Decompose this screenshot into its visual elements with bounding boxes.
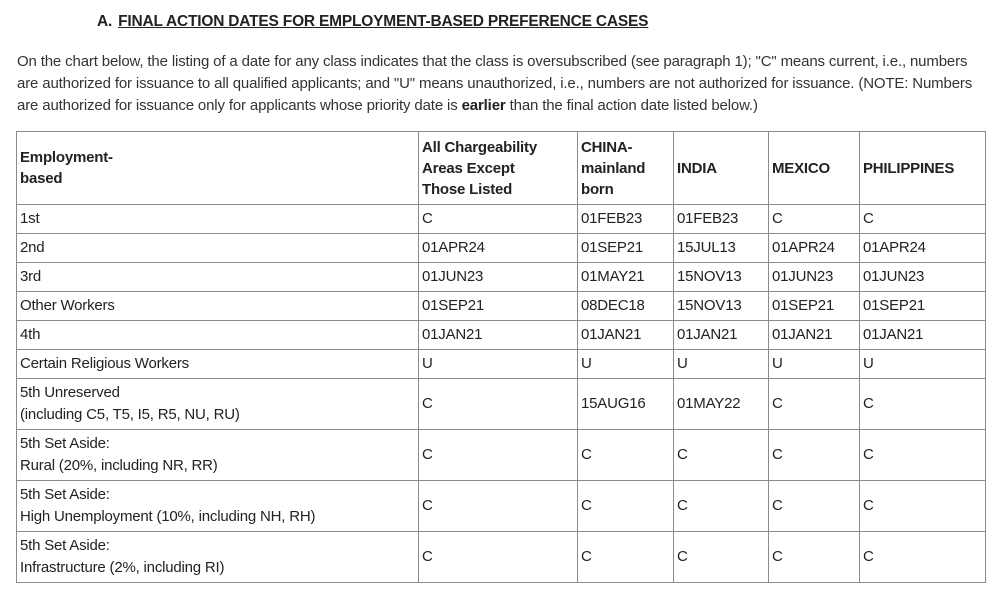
cell-india: 15JUL13	[674, 234, 769, 263]
row-label: 5th Unreserved (including C5, T5, I5, R5, NU, RU)	[17, 379, 419, 430]
cell-mexico: C	[769, 205, 860, 234]
cell-philippines: C	[860, 481, 986, 532]
cell-mexico: 01JUN23	[769, 263, 860, 292]
row-label: Other Workers	[17, 292, 419, 321]
cell-all-chargeability: C	[419, 481, 578, 532]
cell-india: 01JAN21	[674, 321, 769, 350]
table-row	[17, 292, 986, 321]
header-philippines: PHILIPPINES	[860, 132, 986, 205]
cell-philippines: C	[860, 205, 986, 234]
row-label: 5th Set Aside: High Unemployment (10%, including NH, RH)	[17, 481, 419, 532]
table-row	[17, 350, 986, 379]
cell-all-chargeability: C	[419, 532, 578, 583]
cell-india: C	[674, 481, 769, 532]
cell-india: 01FEB23	[674, 205, 769, 234]
cell-china: U	[578, 350, 674, 379]
section-heading	[97, 13, 648, 31]
section-letter: A.	[97, 13, 113, 30]
cell-india: 01MAY22	[674, 379, 769, 430]
cell-philippines: C	[860, 532, 986, 583]
cell-mexico: 01JAN21	[769, 321, 860, 350]
table-row	[17, 481, 986, 532]
cell-philippines: 01SEP21	[860, 292, 986, 321]
intro-paragraph	[17, 51, 992, 117]
cell-india: C	[674, 532, 769, 583]
cell-india: U	[674, 350, 769, 379]
cell-china: 15AUG16	[578, 379, 674, 430]
cell-all-chargeability: 01SEP21	[419, 292, 578, 321]
cell-mexico: C	[769, 532, 860, 583]
cell-china: C	[578, 430, 674, 481]
cell-mexico: 01SEP21	[769, 292, 860, 321]
cell-all-chargeability: 01JAN21	[419, 321, 578, 350]
row-label: 5th Set Aside: Infrastructure (2%, including RI)	[17, 532, 419, 583]
cell-philippines: C	[860, 379, 986, 430]
cell-china: C	[578, 481, 674, 532]
cell-all-chargeability: 01APR24	[419, 234, 578, 263]
cell-all-chargeability: C	[419, 205, 578, 234]
table-row	[17, 379, 986, 430]
cell-india: 15NOV13	[674, 263, 769, 292]
cell-philippines: 01APR24	[860, 234, 986, 263]
cell-china: 01MAY21	[578, 263, 674, 292]
cell-mexico: 01APR24	[769, 234, 860, 263]
cell-philippines: 01JAN21	[860, 321, 986, 350]
cell-mexico: C	[769, 379, 860, 430]
table-row	[17, 532, 986, 583]
table-row	[17, 205, 986, 234]
cell-philippines: C	[860, 430, 986, 481]
cell-china: 08DEC18	[578, 292, 674, 321]
cell-all-chargeability: C	[419, 430, 578, 481]
cell-india: C	[674, 430, 769, 481]
row-label: 4th	[17, 321, 419, 350]
cell-philippines: U	[860, 350, 986, 379]
table-row	[17, 263, 986, 292]
cell-philippines: 01JUN23	[860, 263, 986, 292]
header-mexico: MEXICO	[769, 132, 860, 205]
cell-all-chargeability: U	[419, 350, 578, 379]
cell-mexico: C	[769, 430, 860, 481]
row-label: 3rd	[17, 263, 419, 292]
cell-china: 01SEP21	[578, 234, 674, 263]
cell-mexico: U	[769, 350, 860, 379]
table-row	[17, 234, 986, 263]
table-row	[17, 321, 986, 350]
row-label: 1st	[17, 205, 419, 234]
cell-china: 01FEB23	[578, 205, 674, 234]
cell-china: 01JAN21	[578, 321, 674, 350]
header-all-chargeability: All Chargeability Areas Except Those Listed	[419, 132, 578, 205]
section-title: FINAL ACTION DATES FOR EMPLOYMENT-BASED PREFERENCE CASES	[118, 13, 649, 30]
intro-text-end: than the final action date listed below.)	[505, 97, 758, 114]
cell-mexico: C	[769, 481, 860, 532]
cell-all-chargeability: C	[419, 379, 578, 430]
cell-india: 15NOV13	[674, 292, 769, 321]
cell-china: C	[578, 532, 674, 583]
table-header-row	[17, 132, 986, 205]
intro-bold-word: earlier	[461, 97, 506, 114]
table-row	[17, 430, 986, 481]
header-india: INDIA	[674, 132, 769, 205]
header-employment-based: Employment- based	[17, 132, 419, 205]
final-action-dates-table	[16, 131, 986, 583]
cell-all-chargeability: 01JUN23	[419, 263, 578, 292]
intro-text-start: On the chart below, the listing of a date for any class indicates that the class is oversubscribed (see paragraph 1); "C" means current, i.e., numbers are authorized for issuance to all qualified applicants; and "U" means unauthorized, i.e., numbers are not authorized for issuance. (NOTE: Numbers are authorized for issuance only for applicants whose priority date is	[17, 53, 973, 114]
row-label: 5th Set Aside: Rural (20%, including NR, RR)	[17, 430, 419, 481]
row-label: Certain Religious Workers	[17, 350, 419, 379]
header-china: CHINA- mainland born	[578, 132, 674, 205]
row-label: 2nd	[17, 234, 419, 263]
